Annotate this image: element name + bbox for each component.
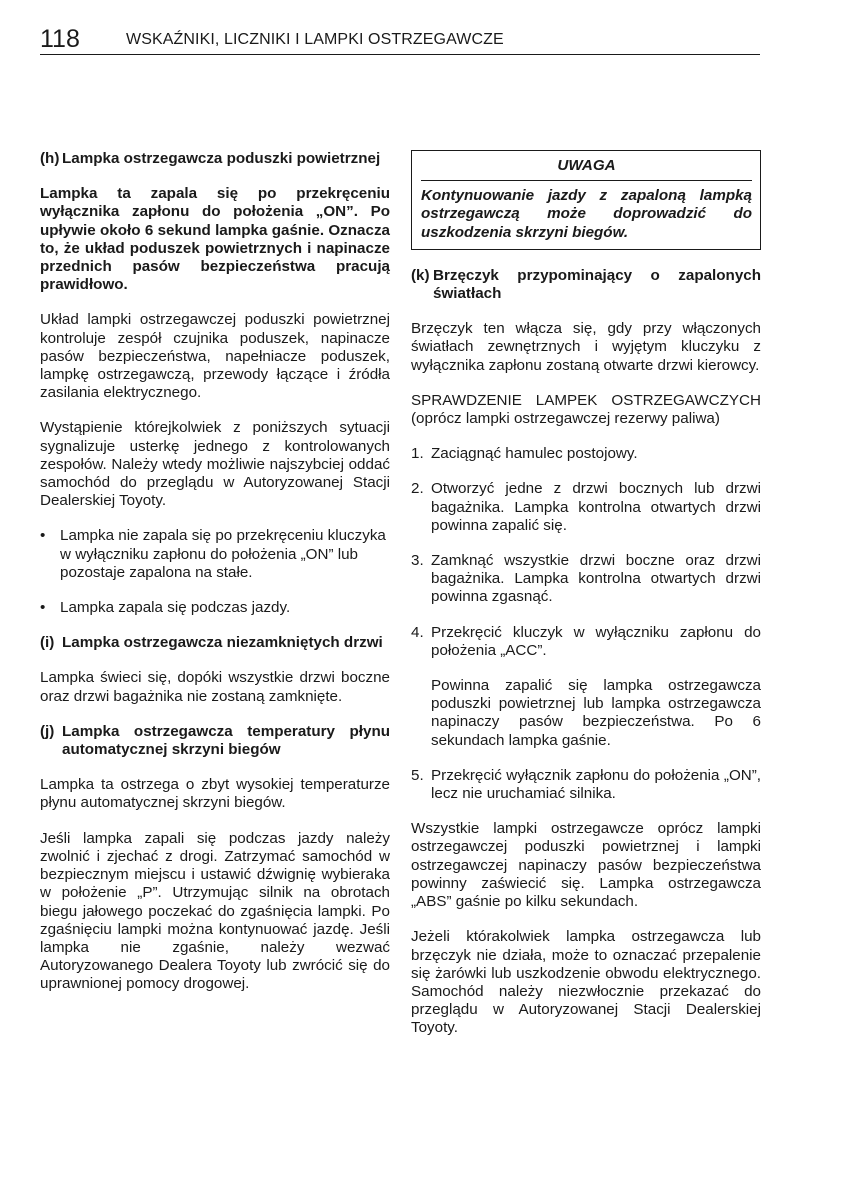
section-label: (i) [40,634,55,652]
buzzer-paragraph: Brzęczyk ten włącza się, gdy przy włączonych światłach zewnętrznych i wyjętym kluczyku z wyłącznika zapłonu zostaną otwarte drzwi kierowcy. [411,320,761,374]
section-heading-k [411,267,761,303]
list-item [411,624,761,660]
page-number: 118 [40,25,80,53]
step-text: Przekręcić wyłącznik zapłonu do położenia „ON”, lecz nie uruchamiać silnika. [431,766,761,803]
warning-box [411,150,761,250]
check-heading: SPRAWDZENIE LAMPEK OSTRZEGAWCZYCH (oprócz lampki ostrzegawczej rezerwy paliwa) [411,391,761,428]
airbag-system-paragraph: Układ lampki ostrzegawczej poduszki powietrznej kontroluje zespół czujnika poduszek, napinacze pasów bezpieczeństwa, napełniacze poduszek, lampkę ostrzegawczą, przewody łączące i źródła zasilania elektrycznego. [40,311,390,402]
step-number: 5. [411,766,424,784]
list-item [40,527,390,582]
list-item [411,552,761,607]
lamps-result-paragraph: Wszystkie lampki ostrzegawcze oprócz lampki ostrzegawczej poduszki powietrznej i lampki ostrzegawczej napinaczy pasów bezpieczeństwa powinny zaświecić się. Lampka ostrzegawcza „ABS” gaśnie po kilku sekundach. [411,820,761,911]
step-number: 4. [411,623,424,641]
chapter-title: WSKAŹNIKI, LICZNIKI I LAMPKI OSTRZEGAWCZE [126,31,504,48]
section-label: (k) [411,266,430,284]
section-title: Lampka ostrzegawcza poduszki powietrznej [62,150,381,167]
airbag-fault-paragraph: Wystąpienie którejkolwiek z poniższych sytuacji sygnalizuje usterkę jednego z kontrolowanych zespołów. Należy wtedy możliwie najszybciej oddać samochód do przeglądu w Autoryzowanej Stacji Dealerskiej Toyoty. [40,419,390,510]
warning-title: UWAGA [421,157,752,181]
atf-temp-action-paragraph: Jeśli lampka zapali się podczas jazdy należy zwolnić i zjechać z drogi. Zatrzymać samochód w bezpiecznym miejscu i ustawić dźwignię wybieraka w położenie „P”. Utrzymując silnik na obrotach biegu jałowego poczekać do zgaśnięcia lampki. Po zgaśnięciu lampki można kontynuować jazdę. Jeśli lampka nie zgaśnie, należy wezwać Autoryzowanego Dealera Toyoty lub zwrócić się do uprawnionej pomocy drogowej. [40,829,390,993]
airbag-summary: Lampka ta zapala się po przekręceniu wyłącznika zapłonu do położenia „ON”. Po upływie około 6 sekund lampka gaśnie. Oznacza to, że układ poduszek powietrznych i napinacze przednich pasów bezpieczeństwa pracują prawidłowo. [40,185,390,294]
step-4-result: Powinna zapalić się lampka ostrzegawcza poduszki powietrznej lub lampka ostrzegawcza napinaczy pasów bezpieczeństwa. Po 6 sekundach lampka gaśnie. [431,677,761,749]
atf-temp-paragraph: Lampka ta ostrzega o zbyt wysokiej temperaturze płynu automatycznej skrzyni biegów. [40,776,390,812]
step-number: 3. [411,552,424,570]
section-label: (h) [40,150,60,167]
section-heading-j [40,723,390,759]
list-item [411,767,761,803]
section-title: Lampka ostrzegawcza niezamkniętych drzwi [62,634,383,652]
step-text: Otworzyć jedne z drzwi bocznych lub drzwi bagażnika. Lampka kontrolna otwartych drzwi powinna zapalić się. [431,480,761,534]
section-heading-i [40,634,390,652]
list-item [411,445,761,463]
warning-text: Kontynuowanie jazdy z zapaloną lampką ostrzegawczą może doprowadzić do uszkodzenia skrzyni biegów. [421,187,752,241]
step-text: Zaciągnąć hamulec postojowy. [431,445,638,463]
door-warning-paragraph: Lampka świeci się, dopóki wszystkie drzwi boczne oraz drzwi bagażnika nie zostaną zamknięte. [40,669,390,705]
page-header [40,24,760,55]
section-heading-h [40,150,390,168]
section-title: Lampka ostrzegawcza temperatury płynu automatycznej skrzyni biegów [62,722,390,759]
list-item-text: Lampka nie zapala się po przekręceniu kluczyka w wyłączniku zapłonu do położenia „ON” lub pozostaje zapalona na stałe. [60,527,386,581]
step-number: 1. [411,445,424,463]
left-column [40,150,390,994]
section-label: (j) [40,722,55,740]
step-number: 2. [411,480,424,498]
list-item [40,599,390,617]
bullet-icon: • [40,599,46,617]
section-title: Brzęczyk przypominający o zapalonych światłach [433,266,761,303]
step-text: Przekręcić kluczyk w wyłączniku zapłonu do położenia „ACC”. [431,623,761,659]
list-item [411,480,761,535]
step-text: Zamknąć wszystkie drzwi boczne oraz drzwi bagażnika. Lampka kontrolna otwartych drzwi powinna zgasnąć. [431,552,761,606]
fault-paragraph: Jeżeli którakolwiek lampka ostrzegawcza lub brzęczyk nie działa, może to oznaczać przepalenie się żarówki lub uszkodzenie obwodu elektrycznego. Samochód należy niezwłocznie przekazać do przeglądu w Autoryzowanej Stacji Dealerskiej Toyoty. [411,928,761,1037]
bullet-icon: • [40,527,46,545]
right-column [411,150,761,1038]
list-item-text: Lampka zapala się podczas jazdy. [60,599,291,617]
